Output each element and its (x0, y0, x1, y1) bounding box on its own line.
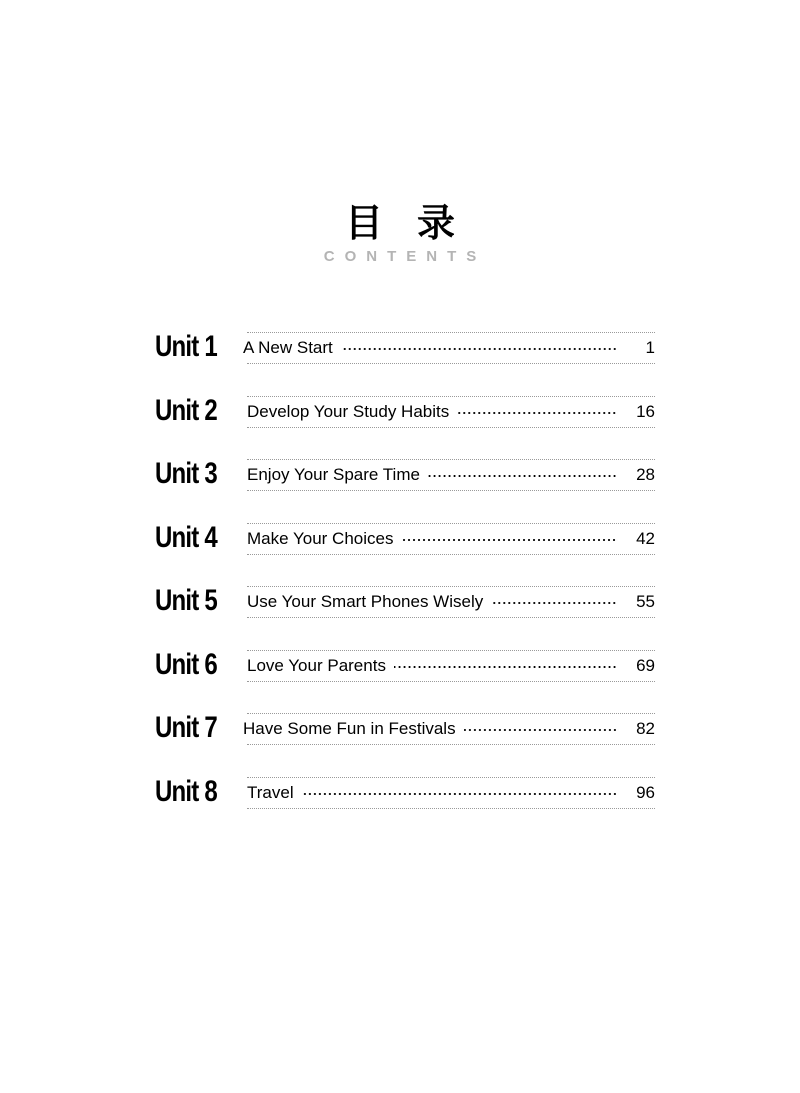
dot-leader (457, 411, 617, 415)
toc-row-unit-3[interactable] (0, 450, 800, 514)
page-title-chinese: 目录 (344, 201, 489, 245)
unit-label: Unit 5 (155, 584, 217, 617)
unit-title: A New Start (243, 338, 333, 357)
unit-label: Unit 2 (155, 393, 217, 427)
unit-title: Use Your Smart Phones Wisely (247, 592, 484, 611)
toc-entry[interactable] (243, 332, 655, 364)
unit-label: Unit 3 (155, 457, 217, 490)
dot-leader (394, 665, 617, 669)
page-number: 69 (636, 655, 655, 675)
toc-row-unit-7[interactable] (0, 704, 800, 768)
unit-title: Love Your Parents (247, 655, 386, 675)
toc-entry[interactable] (247, 777, 655, 809)
page-number: 16 (636, 401, 655, 421)
unit-title: Enjoy Your Spare Time (247, 465, 420, 484)
dot-leader (428, 474, 617, 478)
page-title-english: CONTENTS (323, 248, 487, 265)
toc-row-unit-5[interactable] (0, 577, 800, 641)
page-number: 55 (636, 592, 655, 611)
toc-entry[interactable] (247, 459, 655, 491)
toc-row-unit-8[interactable] (0, 768, 800, 832)
dot-leader (464, 728, 617, 732)
unit-label: Unit 4 (155, 520, 217, 554)
dot-leader (302, 792, 617, 796)
contents-heading (0, 200, 800, 266)
toc-entry[interactable] (247, 586, 655, 618)
unit-label: Unit 7 (155, 711, 217, 744)
unit-title: Have Some Fun in Festivals (243, 719, 456, 738)
toc-row-unit-4[interactable] (0, 514, 800, 578)
page-number: 82 (636, 719, 655, 738)
page-number: 42 (636, 528, 655, 548)
toc-row-unit-2[interactable] (0, 387, 800, 451)
page-number: 1 (645, 338, 655, 357)
page-number: 28 (636, 465, 655, 484)
dot-leader (341, 347, 617, 351)
dot-leader (401, 538, 617, 542)
toc-entry[interactable] (247, 396, 655, 428)
unit-title: Travel (247, 782, 294, 802)
toc-entry[interactable] (247, 523, 655, 555)
toc-entry[interactable] (247, 650, 655, 682)
unit-label: Unit 1 (155, 330, 217, 363)
unit-title: Make Your Choices (247, 528, 394, 548)
toc-entry[interactable] (243, 713, 655, 745)
page-number: 96 (636, 782, 655, 802)
unit-label: Unit 8 (155, 774, 217, 808)
table-of-contents (0, 323, 800, 831)
dot-leader (491, 601, 617, 605)
unit-label: Unit 6 (155, 647, 217, 681)
unit-title: Develop Your Study Habits (247, 401, 450, 421)
toc-row-unit-1[interactable] (0, 323, 800, 387)
toc-row-unit-6[interactable] (0, 641, 800, 705)
